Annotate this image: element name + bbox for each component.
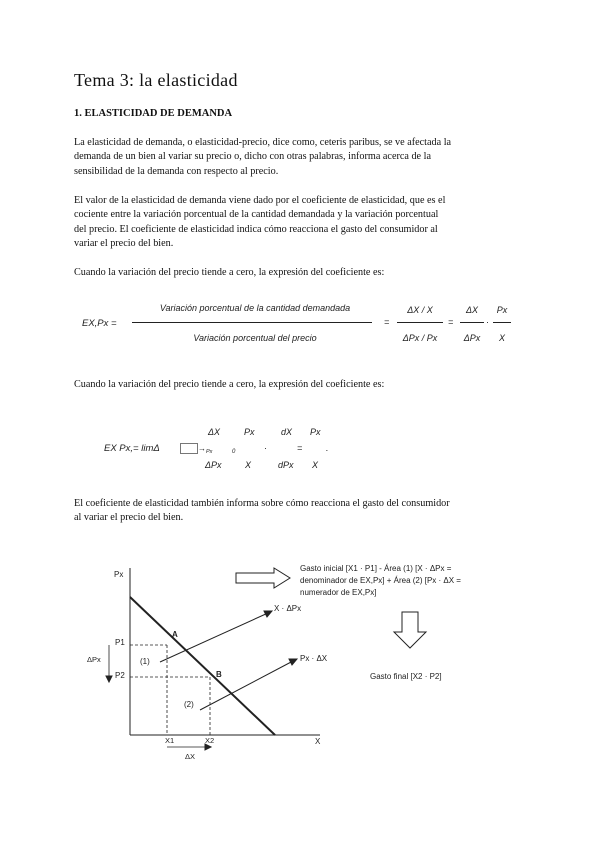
formula1-f3-den: ΔPx: [463, 333, 481, 343]
demand-curve: [130, 597, 275, 735]
formula2-equals: =: [297, 443, 303, 453]
arrow-1-label: X · ΔPx: [274, 604, 302, 613]
arrow-2-head: [289, 659, 297, 665]
expenditure-note: Gasto inicial [X1 · P1] - Área (1) [X · ΔPx = denominador de EX,Px] + Área (2) [Px · ΔX = numerador de EX,Px]: [300, 564, 461, 597]
point-a-label: A: [172, 630, 178, 639]
formula1-f4-num: Px: [496, 305, 508, 315]
paragraph-3: Cuando la variación del precio tiende a cero, la expresión del coeficiente es:: [74, 267, 385, 278]
formula2-dot: ·: [264, 443, 267, 453]
formula1-equals-1: =: [384, 317, 390, 327]
x-axis-label: X: [315, 737, 321, 746]
formula2-n1: ΔX: [208, 427, 221, 437]
point-b-label: B: [216, 670, 222, 679]
formula2-d3: dPx: [278, 460, 294, 470]
arrow-2-label: Px · ΔX: [300, 654, 328, 663]
formula2-d2: X: [245, 460, 252, 470]
formula1-denominator: Variación porcentual del precio: [193, 333, 317, 343]
formula1-numerator: Variación porcentual de la cantidad demandada: [159, 303, 351, 313]
p2-label: P2: [115, 671, 125, 680]
formula2-lhs: EX Px,= limΔ: [104, 443, 160, 454]
dx-label: ΔX: [185, 752, 196, 761]
arrow-2: [200, 661, 293, 710]
formula2-n2: Px: [244, 427, 255, 437]
formula2-zero: 0: [232, 449, 236, 455]
paragraph-2: El valor de la elasticidad de demanda viene dado por el coeficiente de elasticidad, que es el cociente entre la variación porcentual de la cantidad demandada y la variación porcentual del precio. El coeficiente de elasticidad indica cómo reacciona el gasto del consumidor al variar el precio del bien.: [74, 195, 446, 249]
formula1-f4-den: X: [498, 333, 505, 343]
formula1-f2-num: ΔX / X: [407, 305, 433, 315]
area-2-label: (2): [184, 700, 194, 709]
p1-label: P1: [115, 638, 125, 647]
section-heading: 1. ELASTICIDAD DE DEMANDA: [74, 108, 233, 119]
formula2-d1: ΔPx: [205, 460, 222, 470]
formula1-dot: ·: [486, 317, 489, 327]
formula2-n4: Px: [310, 427, 321, 437]
x1-label: X1: [165, 736, 175, 745]
y-axis-label: Px: [114, 570, 124, 579]
formula2-d4: X: [312, 460, 319, 470]
formula1-equals-2: =: [448, 317, 454, 327]
dpx-arrow-head: [106, 676, 112, 682]
formula2-px-sub: Px: [206, 449, 213, 455]
paragraph-1: La elasticidad de demanda, o elasticidad-precio, dice como, ceteris paribus, se ve afectada la demanda de un bien al variar su precio o, dicho con otras palabras, informa acerca de la sensibilidad de la demanda con respecto al precio.: [74, 137, 452, 177]
arrow-1-head: [264, 611, 272, 617]
paragraph-4: Cuando la variación del precio tiende a cero, la expresión del coeficiente es:: [74, 379, 385, 390]
down-block-arrow: [394, 612, 426, 648]
x2-label: X2: [205, 736, 215, 745]
formula1-f3-num: ΔX: [465, 305, 479, 315]
final-expenditure-note: Gasto final [X2 · P2]: [370, 672, 442, 681]
formula1-lhs: EX,Px =: [82, 318, 117, 329]
page-title: Tema 3: la elasticidad: [74, 70, 238, 90]
formula2-n3: dX: [281, 427, 293, 437]
formula1-f2-den: ΔPx / Px: [402, 333, 438, 343]
paragraph-5: El coeficiente de elasticidad también informa sobre cómo reacciona el gasto del consumidor al variar el precio del bien.: [74, 498, 450, 524]
right-block-arrow: [236, 568, 290, 588]
dpx-label: ΔPx: [87, 655, 101, 664]
formula2-dot-end: .: [326, 443, 329, 453]
area-1-label: (1): [140, 657, 150, 666]
formula2-lim-arrow: →: [198, 444, 206, 453]
